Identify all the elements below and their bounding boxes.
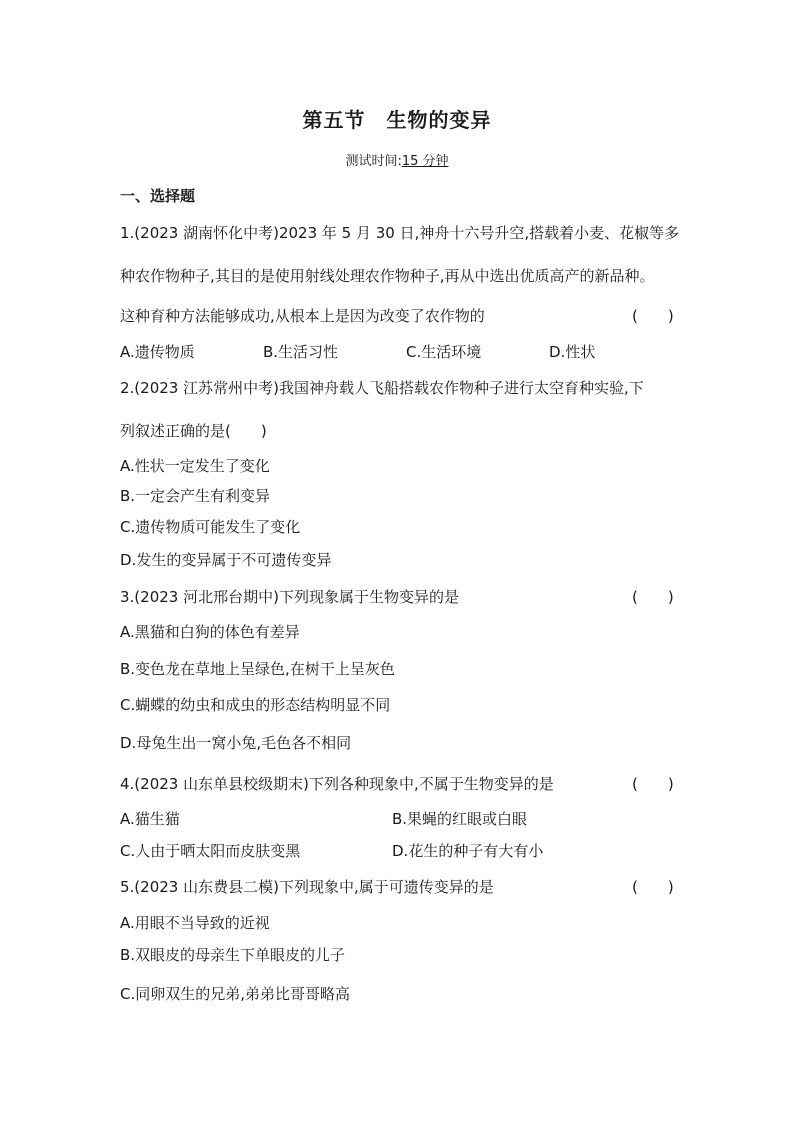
q3-option-b: B.变色龙在草地上呈绿色,在树干上呈灰色: [120, 660, 395, 678]
question-3-line-1: 3.(2023 河北邢台期中)下列现象属于生物变异的是: [120, 588, 459, 606]
question-1-line-2: 种农作物种子,其目的是使用射线处理农作物种子,再从中选出优质高产的新品种。: [120, 267, 655, 285]
test-time-value: 15 分钟: [401, 154, 449, 169]
q2-option-c: C.遗传物质可能发生了变化: [120, 518, 301, 536]
q5-option-a: A.用眼不当导致的近视: [120, 914, 270, 932]
q3-option-d: D.母兔生出一窝小兔,毛色各不相同: [120, 734, 352, 752]
section-heading: 一、选择题: [120, 187, 196, 205]
answer-bracket-3: ( ): [632, 588, 674, 606]
q1-option-a: A.遗传物质: [120, 343, 195, 361]
q1-option-b: B.生活习性: [263, 343, 339, 361]
q4-option-b: B.果蝇的红眼或白眼: [392, 810, 528, 828]
question-2-line-1: 2.(2023 江苏常州中考)我国神舟载人飞船搭载农作物种子进行太空育种实验,下: [120, 379, 644, 397]
q3-option-c: C.蝴蝶的幼虫和成虫的形态结构明显不同: [120, 696, 391, 714]
q2-option-a: A.性状一定发生了变化: [120, 457, 270, 475]
q2-option-d: D.发生的变异属于不可遗传变异: [120, 551, 332, 569]
q5-option-b: B.双眼皮的母亲生下单眼皮的儿子: [120, 946, 346, 964]
question-2-line-2: 列叙述正确的是( ): [120, 422, 267, 440]
q2-option-b: B.一定会产生有利变异: [120, 487, 271, 505]
answer-bracket-5: ( ): [632, 878, 674, 896]
page-title: 第五节 生物的变异: [302, 108, 492, 132]
answer-bracket-1: ( ): [632, 307, 674, 325]
test-time-label: 测试时间:: [345, 154, 402, 169]
question-1-line-1: 1.(2023 湖南怀化中考)2023 年 5 月 30 日,神舟十六号升空,搭载着小麦、花椒等多: [120, 224, 680, 242]
q4-option-a: A.猫生猫: [120, 810, 180, 828]
question-5-line-1: 5.(2023 山东费县二模)下列现象中,属于可遗传变异的是: [120, 878, 494, 896]
question-1-line-3: 这种育种方法能够成功,从根本上是因为改变了农作物的: [120, 307, 485, 325]
q4-option-d: D.花生的种子有大有小: [392, 842, 544, 860]
test-time: [0, 150, 794, 169]
q1-option-d: D.性状: [549, 343, 596, 361]
q1-option-c: C.生活环境: [406, 343, 482, 361]
q3-option-a: A.黑猫和白狗的体色有差异: [120, 623, 300, 641]
question-4-line-1: 4.(2023 山东单县校级期末)下列各种现象中,不属于生物变异的是: [120, 775, 554, 793]
q4-option-c: C.人由于晒太阳而皮肤变黑: [120, 842, 301, 860]
answer-bracket-4: ( ): [632, 775, 674, 793]
q5-option-c: C.同卵双生的兄弟,弟弟比哥哥略高: [120, 985, 351, 1003]
